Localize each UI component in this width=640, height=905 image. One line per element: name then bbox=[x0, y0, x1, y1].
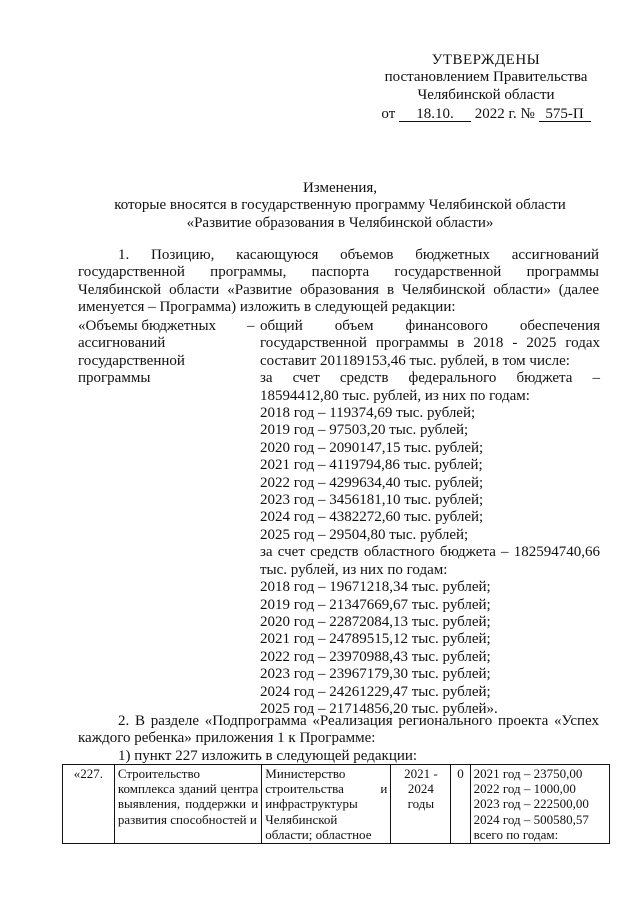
position-label: «Объемы бюджетных ассигнований государственной программы bbox=[78, 318, 217, 387]
finance-line: 2021 год – 23750,00 bbox=[473, 766, 583, 781]
resolution-number: 575-П bbox=[539, 107, 591, 122]
federal-year: 2021 год – 4119794,86 тыс. рублей; bbox=[260, 457, 483, 474]
federal-year-list bbox=[260, 405, 600, 544]
approval-line-1: постановлением Правительства bbox=[384, 69, 588, 86]
federal-year: 2018 год – 119374,69 тыс. рублей; bbox=[260, 405, 476, 422]
finance-line: 2024 год – 500580,57 bbox=[473, 811, 589, 827]
regional-intro: за счет средств областного бюджета – 182594740,66 тыс. рублей, из них по годам: bbox=[260, 544, 600, 578]
paragraph-3: 1) пункт 227 изложить в следующей редакции: bbox=[118, 748, 418, 764]
regional-year: 2025 год – 21714856,20 тыс. рублей». bbox=[260, 700, 498, 717]
heading-line-3: «Развитие образования в Челябинской области» bbox=[186, 214, 494, 231]
regional-year: 2020 год – 22872084,13 тыс. рублей; bbox=[260, 613, 491, 630]
total-funding-text: общий объем финансового обеспечения государственной программы в 2018 - 2025 годах составит 201189153,46 тыс. рублей, в том числе: bbox=[260, 318, 600, 369]
heading-line-1: Изменения, bbox=[302, 180, 378, 196]
regional-year: 2019 год – 21347669,67 тыс. рублей; bbox=[260, 596, 491, 613]
position-dash: – bbox=[247, 318, 255, 334]
date-value: 18.10. bbox=[399, 107, 471, 122]
table-row bbox=[63, 765, 610, 844]
finance-cell bbox=[470, 765, 609, 844]
federal-intro: за счет средств федерального бюджета – 18594412,80 тыс. рублей, из них по годам: bbox=[260, 370, 600, 404]
paragraph-1: 1. Позицию, касающуюся объемов бюджетных ассигнований государственной программы, паспорта государственной программы Челябинской области «Развитие образования в Челябинской области» (далее именуется – Программа) изложить в следующей редакции: bbox=[78, 247, 599, 316]
finance-line: 2023 год – 222500,00 bbox=[473, 796, 589, 812]
approval-title: УТВЕРЖДЕНЫ bbox=[431, 52, 541, 68]
document-heading bbox=[80, 180, 600, 232]
object-cell: Строительство комплекса зданий центра выявления, поддержки и развития способностей и bbox=[114, 765, 261, 844]
heading-line-2: которые вносятся в государственную программу Челябинской области bbox=[114, 197, 566, 214]
approval-line-2: Челябинской области bbox=[417, 86, 555, 103]
zero-cell: 0 bbox=[451, 765, 470, 844]
federal-year: 2025 год – 29504,80 тыс. рублей; bbox=[260, 526, 469, 543]
regional-year: 2024 год – 24261229,47 тыс. рублей; bbox=[260, 683, 491, 700]
federal-year: 2022 год – 4299634,40 тыс. рублей; bbox=[260, 474, 484, 491]
federal-year: 2020 год – 2090147,15 тыс. рублей; bbox=[260, 439, 484, 456]
regional-year: 2021 год – 24789515,12 тыс. рублей; bbox=[260, 631, 491, 648]
item-number-cell: «227. bbox=[63, 765, 115, 844]
item-227-table bbox=[62, 764, 610, 844]
regional-year: 2022 год – 23970988,43 тыс. рублей; bbox=[260, 648, 491, 665]
regional-year: 2023 год – 23967179,30 тыс. рублей; bbox=[260, 666, 491, 683]
year-text: 2022 г. № bbox=[474, 106, 535, 123]
finance-line: 2022 год – 1000,00 bbox=[473, 781, 576, 797]
executor-cell: Министерство строительства и инфраструктуры Челябинской области; областное bbox=[262, 765, 391, 844]
finance-line: всего по годам: bbox=[473, 826, 559, 842]
federal-year: 2023 год – 3456181,10 тыс. рублей; bbox=[260, 492, 484, 509]
regional-year: 2018 год – 19671218,34 тыс. рублей; bbox=[260, 579, 491, 596]
position-value bbox=[260, 318, 600, 718]
regional-year-list bbox=[260, 579, 600, 718]
federal-year: 2019 год – 97503,20 тыс. рублей; bbox=[260, 422, 469, 439]
approval-block bbox=[376, 52, 596, 124]
federal-year: 2024 год – 4382272,60 тыс. рублей; bbox=[260, 509, 484, 526]
approval-date-line bbox=[376, 106, 596, 123]
paragraph-2: 2. В разделе «Подпрограмма «Реализация регионального проекта «Успех каждого ребенка» приложения 1 к Программе: bbox=[78, 713, 599, 747]
period-cell: 2021 - 2024 годы bbox=[391, 765, 451, 844]
date-prefix: от bbox=[381, 106, 396, 123]
